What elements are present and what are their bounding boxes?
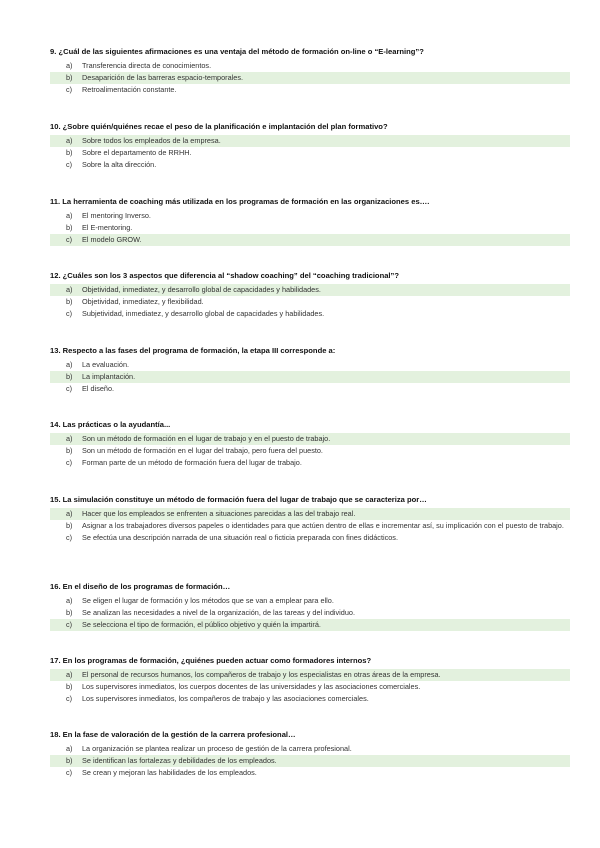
question-text: 14. Las prácticas o la ayudantía... <box>50 420 171 429</box>
option-a-highlighted: a) Son un método de formación en el lugar de trabajo y en el puesto de trabajo. <box>50 433 570 445</box>
option-a-highlighted: a) Objetividad, inmediatez, y desarrollo global de capacidades y habilidades. <box>50 284 570 296</box>
question-15 <box>50 495 570 544</box>
option-a: a) Se eligen el lugar de formación y los métodos que se van a emplear para ello. <box>66 595 334 605</box>
option-a: a) El mentoring Inverso. <box>66 210 151 220</box>
option-c: c) Los supervisores inmediatos, los compañeros de trabajo y las asociaciones comerciales. <box>66 693 369 703</box>
question-13 <box>50 346 570 395</box>
option-b: b) Sobre el departamento de RRHH. <box>66 147 192 157</box>
option-list <box>50 60 570 97</box>
option-a: a) La evaluación. <box>66 359 130 369</box>
option-b: b) El E-mentoring. <box>66 222 133 232</box>
question-18 <box>50 730 570 779</box>
option-list <box>50 433 570 470</box>
option-c: c) Sobre la alta dirección. <box>66 159 157 169</box>
question-16 <box>50 582 570 631</box>
question-text: 10. ¿Sobre quién/quiénes recae el peso de la planificación e implantación del plan formativo? <box>50 122 388 131</box>
option-list <box>50 359 570 396</box>
option-a-highlighted: a) Sobre todos los empleados de la empresa. <box>50 135 570 147</box>
option-list <box>50 508 570 545</box>
option-b-highlighted: b) Se identifican las fortalezas y debilidades de los empleados. <box>50 755 570 767</box>
option-a: a) Transferencia directa de conocimientos. <box>66 60 212 70</box>
option-a-highlighted: a) Hacer que los empleados se enfrenten a situaciones parecidas a las del trabajo real. <box>50 508 570 520</box>
option-c: c) Se efectúa una descripción narrada de una situación real o ficticia preparada con fines didácticos. <box>66 532 398 542</box>
question-12 <box>50 271 570 320</box>
option-c-highlighted: c) El modelo GROW. <box>50 234 570 246</box>
option-b: b) Son un método de formación en el lugar del trabajo, pero fuera del puesto. <box>66 445 323 455</box>
option-b: b) Asignar a los trabajadores diversos papeles o identidades para que actúen dentro de ellas e incrementar así, su implicación con el puesto de trabajo. <box>66 520 564 531</box>
option-b: b) Los supervisores inmediatos, los cuerpos docentes de las universidades y las asociaciones comerciales. <box>66 681 421 691</box>
question-10 <box>50 122 570 171</box>
question-text: 18. En la fase de valoración de la gestión de la carrera profesional… <box>50 730 296 739</box>
option-c: c) El diseño. <box>66 383 115 393</box>
option-c: c) Se crean y mejoran las habilidades de los empleados. <box>66 767 257 777</box>
option-list <box>50 669 570 706</box>
question-text: 16. En el diseño de los programas de formación… <box>50 582 231 591</box>
question-text: 11. La herramienta de coaching más utilizada en los programas de formación en las organizaciones es…. <box>50 197 430 206</box>
option-list <box>50 284 570 321</box>
question-11 <box>50 197 570 246</box>
question-text: 15. La simulación constituye un método de formación fuera del lugar de trabajo que se caracteriza por… <box>50 495 427 504</box>
option-b-highlighted: b) Desaparición de las barreras espacio-temporales. <box>50 72 570 84</box>
option-a: a) La organización se plantea realizar un proceso de gestión de la carrera profesional. <box>66 743 352 753</box>
question-text: 17. En los programas de formación, ¿quiénes pueden actuar como formadores internos? <box>50 656 372 665</box>
option-b: b) Se analizan las necesidades a nivel de la organización, de las tareas y del individuo. <box>66 607 355 617</box>
option-b: b) Objetividad, inmediatez, y flexibilidad. <box>66 296 204 306</box>
option-c: c) Forman parte de un método de formación fuera del lugar de trabajo. <box>66 457 302 467</box>
question-text: 9. ¿Cuál de las siguientes afirmaciones es una ventaja del método de formación on-line o “E-learning”? <box>50 47 424 56</box>
option-list <box>50 743 570 780</box>
option-c: c) Retroalimentación constante. <box>66 84 177 94</box>
question-text: 13. Respecto a las fases del programa de formación, la etapa III corresponde a: <box>50 346 336 355</box>
question-text: 12. ¿Cuáles son los 3 aspectos que diferencia al “shadow coaching” del “coaching tradicional”? <box>50 271 399 280</box>
option-c: c) Subjetividad, inmediatez, y desarrollo global de capacidades y habilidades. <box>66 308 325 318</box>
question-9 <box>50 47 570 96</box>
option-c-highlighted: c) Se selecciona el tipo de formación, el público objetivo y quién la impartirá. <box>50 619 570 631</box>
question-14 <box>50 420 570 469</box>
option-list <box>50 135 570 172</box>
option-list <box>50 210 570 247</box>
option-b-highlighted: b) La implantación. <box>50 371 570 383</box>
question-17 <box>50 656 570 705</box>
option-list <box>50 595 570 632</box>
option-a-highlighted: a) El personal de recursos humanos, los compañeros de trabajo y los especialistas en otras áreas de la empresa. <box>50 669 570 681</box>
